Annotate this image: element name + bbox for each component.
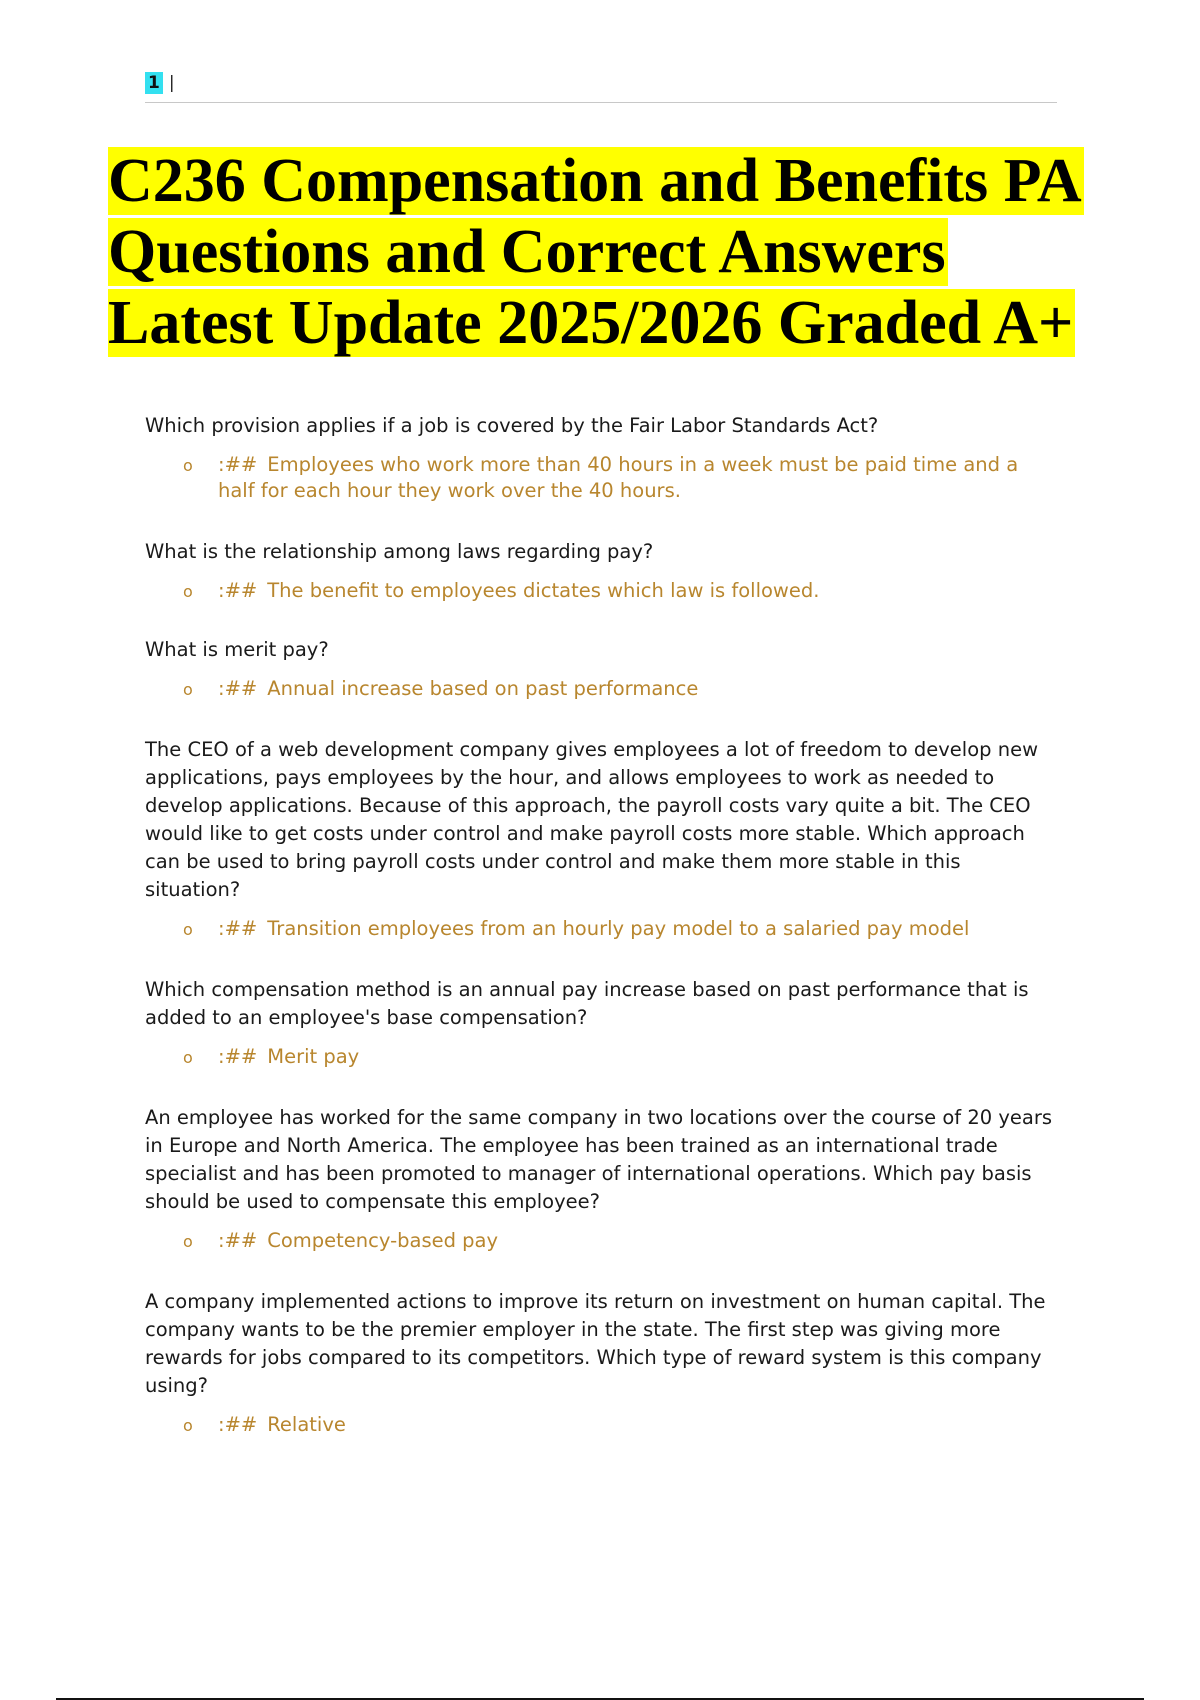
question-text: A company implemented actions to improve its return on investment on human capital. The company wants to be the premier employer in the state. The first step was giving more rewards for jobs compared to its competitors. Which type of reward system is this company using? bbox=[145, 1290, 1046, 1397]
answer-text bbox=[145, 452, 1057, 504]
answer-prefix: :## bbox=[218, 1229, 258, 1252]
title-line-2: Questions and Correct Answers bbox=[108, 218, 946, 286]
answer-text bbox=[145, 916, 1057, 942]
qa-item bbox=[145, 736, 1057, 942]
answer-prefix: :## bbox=[218, 1045, 258, 1068]
question-text: What is the relationship among laws regarding pay? bbox=[145, 540, 654, 563]
hollow-circle-bullet-icon: o bbox=[183, 456, 193, 475]
answer-value: Relative bbox=[267, 1413, 346, 1436]
answer-text bbox=[145, 578, 1057, 604]
qa-item bbox=[145, 636, 1057, 702]
question-text: What is merit pay? bbox=[145, 638, 329, 661]
answer-text bbox=[145, 676, 1057, 702]
hollow-circle-bullet-icon: o bbox=[183, 1232, 193, 1251]
hollow-circle-bullet-icon: o bbox=[183, 1048, 193, 1067]
answer-prefix: :## bbox=[218, 453, 258, 476]
qa-item bbox=[145, 976, 1057, 1070]
answer-prefix: :## bbox=[218, 917, 258, 940]
question-text: Which compensation method is an annual pay increase based on past performance that is added to an employee's base compensation? bbox=[145, 978, 1029, 1029]
question-text: The CEO of a web development company gives employees a lot of freedom to develop new applications, pays employees by the hour, and allows employees to work as needed to develop applications. Because of this approach, the payroll costs vary quite a bit. The CEO would like to get costs under control and make payroll costs more stable. Which approach can be used to bring payroll costs under control and make them more stable in this situation? bbox=[145, 738, 1039, 901]
answer-value: The benefit to employees dictates which law is followed. bbox=[267, 579, 820, 602]
page-header-separator: | bbox=[168, 73, 175, 93]
answer-prefix: :## bbox=[218, 1413, 258, 1436]
title-line-1: C236 Compensation and Benefits PA bbox=[108, 147, 1082, 215]
page-number: 1 bbox=[145, 72, 163, 94]
qa-item bbox=[145, 412, 1057, 504]
answer-value: Annual increase based on past performance bbox=[267, 677, 699, 700]
qa-item bbox=[145, 1104, 1057, 1254]
title-line-3: Latest Update 2025/2026 Graded A+ bbox=[108, 289, 1074, 357]
answer-text bbox=[145, 1044, 1057, 1070]
hollow-circle-bullet-icon: o bbox=[183, 920, 193, 939]
document-title bbox=[108, 146, 1128, 359]
answer-text bbox=[145, 1228, 1057, 1254]
hollow-circle-bullet-icon: o bbox=[183, 582, 193, 601]
answer-text bbox=[145, 1412, 1057, 1438]
answer-value: Employees who work more than 40 hours in a week must be paid time and a half for each hour they work over the 40 hours. bbox=[218, 453, 1019, 502]
answer-value: Transition employees from an hourly pay model to a salaried pay model bbox=[267, 917, 970, 940]
qa-item bbox=[145, 1288, 1057, 1438]
qa-item bbox=[145, 538, 1057, 604]
hollow-circle-bullet-icon: o bbox=[183, 1416, 193, 1435]
question-text: An employee has worked for the same company in two locations over the course of 20 years in Europe and North America. The employee has been trained as an international trade specialist and has been promoted to manager of international operations. Which pay basis should be used to compensate this employee? bbox=[145, 1106, 1053, 1213]
hollow-circle-bullet-icon: o bbox=[183, 680, 193, 699]
page-header bbox=[145, 72, 1057, 103]
answer-value: Merit pay bbox=[267, 1045, 360, 1068]
answer-prefix: :## bbox=[218, 579, 258, 602]
qa-list bbox=[145, 412, 1057, 1438]
question-text: Which provision applies if a job is covered by the Fair Labor Standards Act? bbox=[145, 414, 879, 437]
answer-value: Competency-based pay bbox=[267, 1229, 499, 1252]
answer-prefix: :## bbox=[218, 677, 258, 700]
